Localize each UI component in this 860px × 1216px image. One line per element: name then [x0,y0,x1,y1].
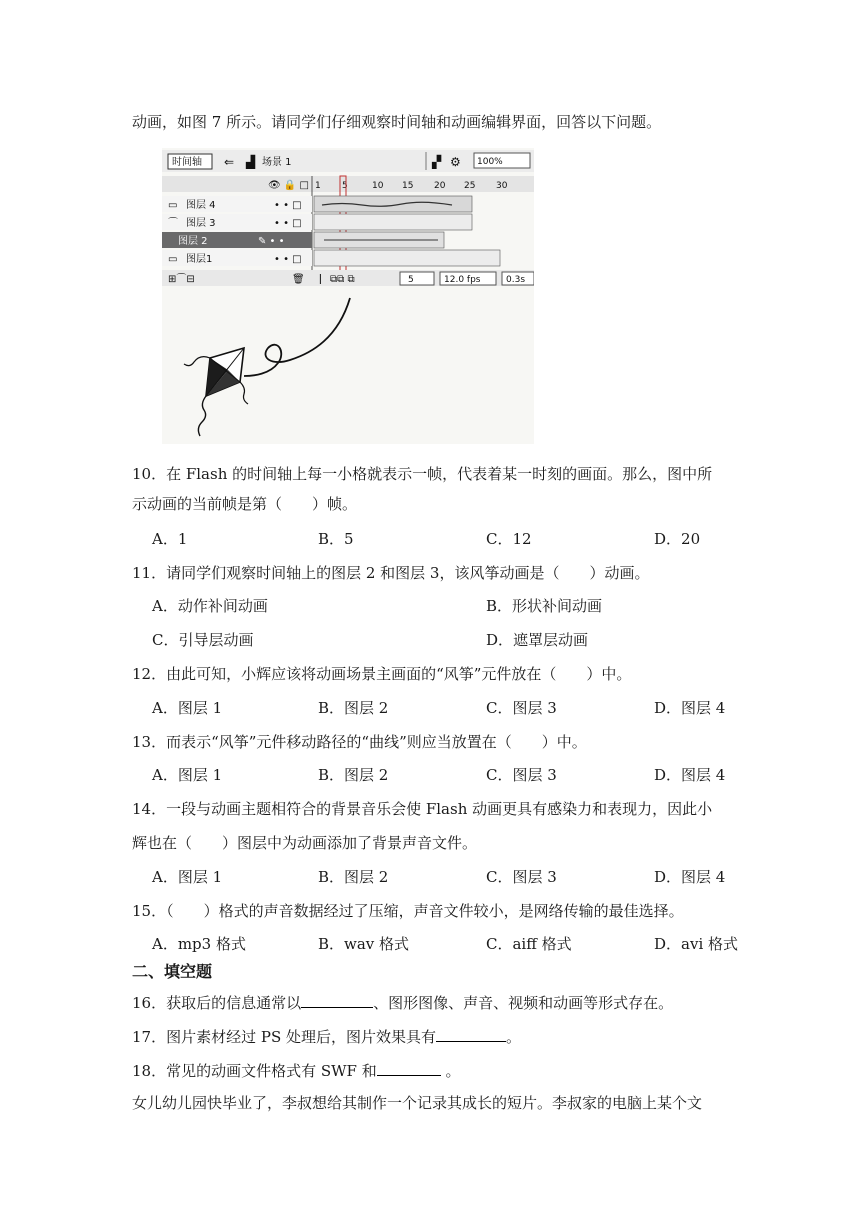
layer-1-name: 图层1 [186,254,213,265]
svg-text:15: 15 [402,181,414,191]
q15-stem: 15．（ ）格式的声音数据经过了压缩，声音文件较小，是网络传输的最佳选择。 [132,902,684,920]
onion-skin-icons: ⎸⧉⧉ ⧉ [320,274,355,285]
svg-text:5: 5 [342,181,348,191]
q10-option-d[interactable]: D．20 [654,530,701,548]
q11-stem: 11．请同学们观察时间轴上的图层 2 和图层 3，该风筝动画是（ ）动画。 [132,564,650,582]
q17-blank[interactable] [436,1025,506,1042]
svg-text:1: 1 [315,181,321,191]
q18-blank[interactable] [377,1059,441,1076]
q11-option-b[interactable]: B．形状补间动画 [486,597,603,615]
q16-blank[interactable] [301,991,373,1008]
q15-option-b[interactable]: B．wav 格式 [318,935,410,953]
q14-option-c[interactable]: C．图层 3 [486,868,557,886]
q15-option-c[interactable]: C．aiff 格式 [486,935,572,953]
fps-value: 12.0 fps [444,275,481,285]
q13-option-a[interactable]: A．图层 1 [152,766,223,784]
q12-option-a[interactable]: A．图层 1 [152,699,223,717]
intro-text: 动画，如图 7 所示。请同学们仔细观察时间轴和动画编辑界面，回答以下问题。 [132,113,662,131]
q18-after: 。 [440,1062,461,1080]
flash-timeline-figure [162,148,534,444]
svg-text:👁 🔒 □: 👁 🔒 □ [268,180,309,191]
q18-line [132,1059,461,1081]
timeline-screenshot [162,148,534,444]
q11-option-a[interactable]: A．动作补间动画 [152,597,268,615]
scene-icon: ▟ [246,155,256,169]
layer-row-2[interactable] [162,232,444,248]
q10-option-c[interactable]: C．12 [486,530,532,548]
q10-option-a[interactable]: A．1 [152,530,188,548]
q14-stem-line2: 辉也在（ ）图层中为动画添加了背景声音文件。 [132,834,478,852]
q12-stem: 12．由此可知，小辉应该将动画场景主画面的“风筝”元件放在（ ）中。 [132,665,632,683]
svg-text:⇐: ⇐ [224,155,235,169]
svg-text:• • □: • • □ [274,218,302,229]
q12-option-d[interactable]: D．图层 4 [654,699,726,717]
q10-stem-line2: 示动画的当前帧是第（ ）帧。 [132,495,358,513]
q11-option-d[interactable]: D．遮罩层动画 [486,631,589,649]
add-layer-icons: ⊞⌒⊟ [168,274,195,285]
q13-stem: 13．而表示“风筝”元件移动路径的“曲线”则应当放置在（ ）中。 [132,733,587,751]
layer-row-4[interactable] [162,196,472,212]
q16-after: 、图形图像、声音、视频和动画等形式存在。 [373,994,674,1012]
svg-text:10: 10 [372,181,384,191]
section-2-heading: 二、填空题 [132,962,213,981]
layer-icon: ▭ [168,254,178,265]
paragraph-continuation: 女儿幼儿园快毕业了，李叔想给其制作一个记录其成长的短片。李叔家的电脑上某个文 [132,1094,703,1112]
scene-label: 场景 1 [262,157,292,168]
q17-line [132,1025,521,1047]
layer-icon: ▭ [168,200,178,211]
q16-line [132,991,673,1013]
q14-option-d[interactable]: D．图层 4 [654,868,726,886]
q14-option-a[interactable]: A．图层 1 [152,868,223,886]
layer-row-3[interactable] [162,214,472,230]
pencil-icon: ✎ • • [258,236,285,247]
layer-4-name: 图层 4 [186,200,216,211]
layer-row-1[interactable] [162,250,500,266]
q12-option-c[interactable]: C．图层 3 [486,699,557,717]
edit-scene-icon: ⚙ [450,155,461,169]
current-frame-value: 5 [408,275,414,285]
q14-stem-line1: 14．一段与动画主题相符合的背景音乐会使 Flash 动画更具有感染力和表现力，因此小 [132,800,713,818]
svg-text:20: 20 [434,181,446,191]
q14-option-b[interactable]: B．图层 2 [318,868,389,886]
layer-2-name: 图层 2 [178,236,208,247]
svg-text:30: 30 [496,181,508,191]
zoom-value: 100% [477,157,503,167]
q17-after: 。 [506,1028,522,1046]
q13-option-c[interactable]: C．图层 3 [486,766,557,784]
q16-before: 16．获取后的信息通常以 [132,994,302,1012]
guide-layer-icon: ⌒ [168,218,178,229]
q13-option-d[interactable]: D．图层 4 [654,766,726,784]
svg-text:• • □: • • □ [274,254,302,265]
svg-text:• • □: • • □ [274,200,302,211]
q12-option-b[interactable]: B．图层 2 [318,699,389,717]
svg-text:25: 25 [464,181,476,191]
q15-option-d[interactable]: D．avi 格式 [654,935,739,953]
q10-option-b[interactable]: B．5 [318,530,354,548]
q15-option-a[interactable]: A．mp3 格式 [152,935,246,953]
q18-before: 18．常见的动画文件格式有 SWF 和 [132,1062,377,1080]
q10-stem-line1: 10．在 Flash 的时间轴上每一小格就表示一帧，代表着某一时刻的画面。那么，图中所 [132,465,713,483]
q13-option-b[interactable]: B．图层 2 [318,766,389,784]
q17-before: 17．图片素材经过 PS 处理后，图片效果具有 [132,1028,436,1046]
q11-option-c[interactable]: C．引导层动画 [152,631,254,649]
trash-icon: 🗑 [292,274,305,285]
kite-drawing [184,298,350,436]
time-value: 0.3s [506,275,526,285]
timeline-tab-label: 时间轴 [172,157,202,168]
edit-symbol-icon: ▞ [432,155,442,169]
layer-3-name: 图层 3 [186,218,216,229]
